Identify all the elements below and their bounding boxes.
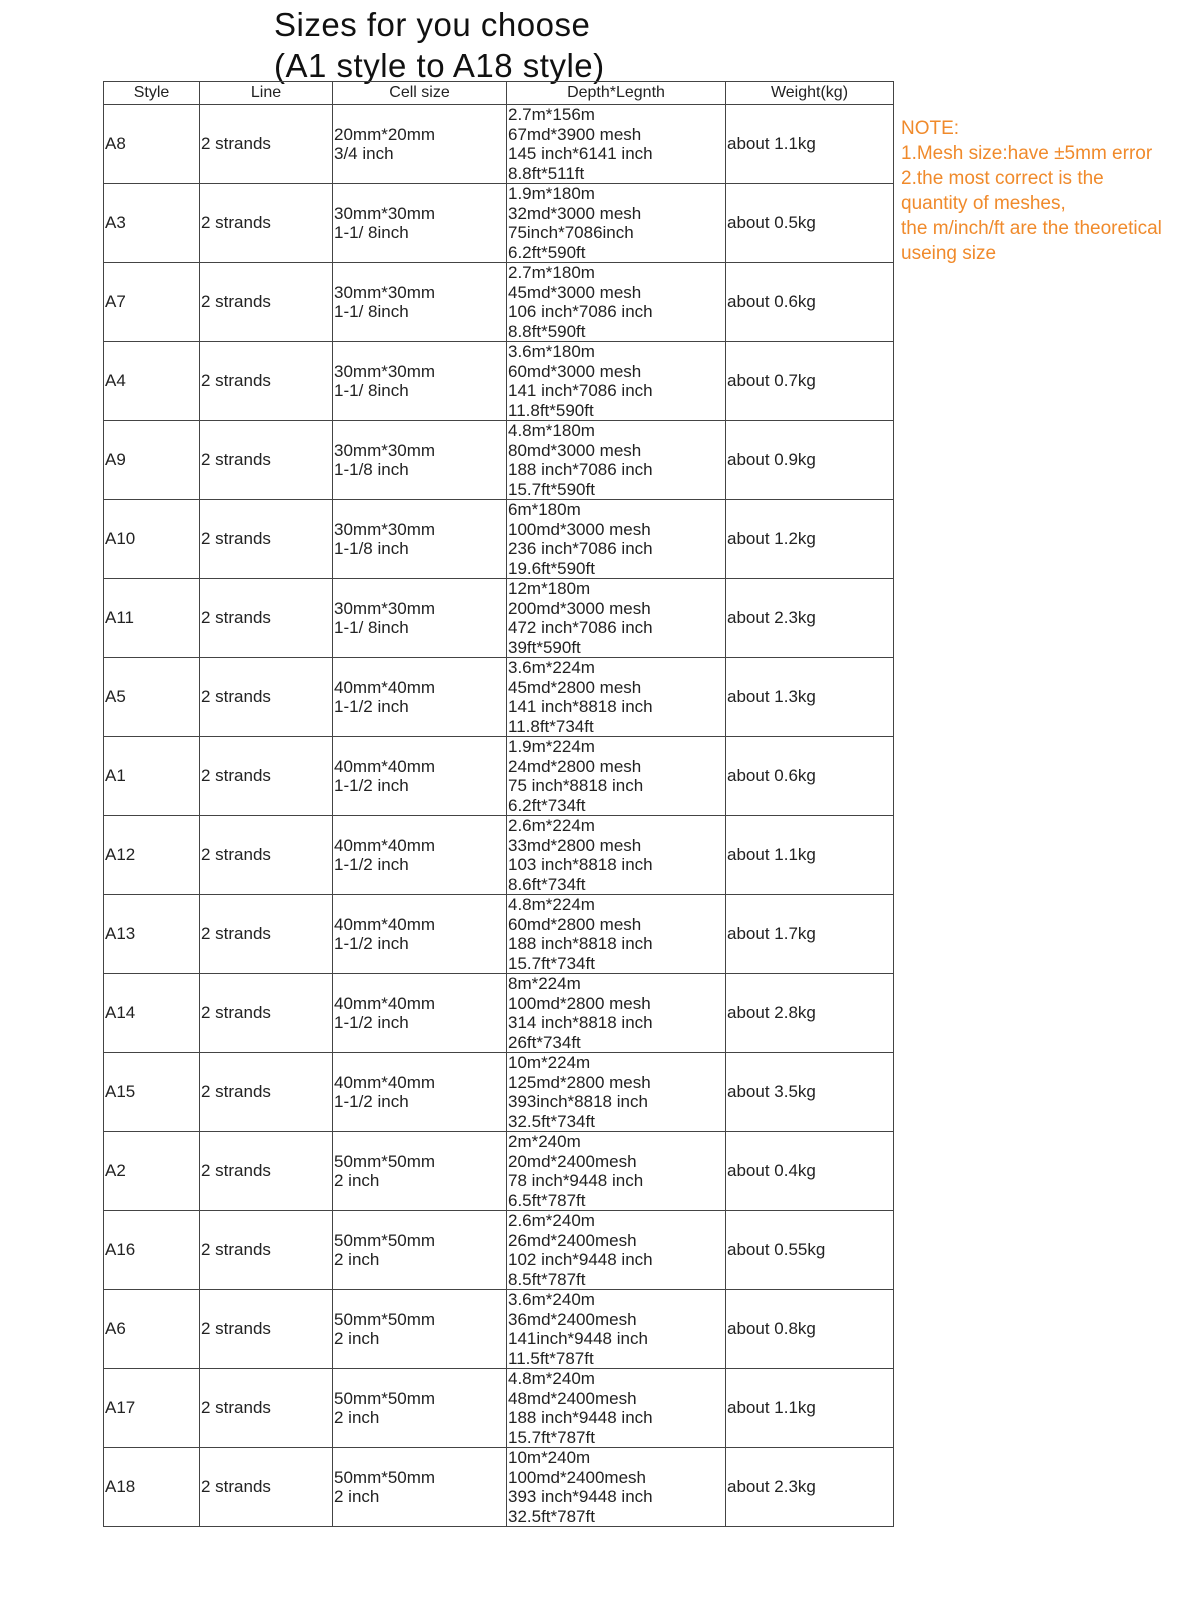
cell-size-cell-line: 30mm*30mm xyxy=(334,440,436,460)
depth-length-cell-line: 48md*2400mesh xyxy=(508,1388,637,1408)
depth-length-cell-line: 4.8m*240m xyxy=(508,1369,595,1388)
line-cell xyxy=(200,737,333,816)
depth-length-cell-line: 100md*3000 mesh xyxy=(508,519,651,539)
depth-length-cell-line: 200md*3000 mesh xyxy=(508,598,651,618)
cell-size-cell-line: 2 inch xyxy=(334,1487,380,1506)
line-cell xyxy=(200,895,333,974)
cell-size-cell-line: 50mm*50mm xyxy=(334,1309,436,1329)
line-cell xyxy=(200,658,333,737)
cell-size-cell xyxy=(333,1290,507,1369)
style-cell-line: A6 xyxy=(105,1319,126,1339)
table-row xyxy=(104,1053,894,1132)
line-cell xyxy=(200,263,333,342)
cell-size-cell-line: 30mm*30mm xyxy=(334,598,436,618)
line-cell xyxy=(200,1369,333,1448)
depth-length-cell-line: 6.5ft*787ft xyxy=(508,1190,586,1210)
line-cell-line: 2 strands xyxy=(201,134,271,154)
cell-size-cell-line: 1-1/2 inch xyxy=(334,855,409,874)
style-cell-line: A3 xyxy=(105,213,126,233)
line-cell xyxy=(200,342,333,421)
depth-length-cell xyxy=(507,421,726,500)
line-cell xyxy=(200,1448,333,1527)
style-cell-line: A2 xyxy=(105,1161,126,1181)
depth-length-cell-line: 2.7m*156m xyxy=(508,105,595,124)
table-row xyxy=(104,1290,894,1369)
depth-length-cell xyxy=(507,1053,726,1132)
line-cell-line: 2 strands xyxy=(201,845,271,865)
line-cell-line: 2 strands xyxy=(201,213,271,233)
cell-size-cell-line: 20mm*20mm xyxy=(334,124,436,144)
note-line-1: 1.Mesh size:have ±5mm error xyxy=(901,143,1153,164)
table-body xyxy=(104,105,894,1527)
style-cell-line: A4 xyxy=(105,371,126,391)
weight-cell xyxy=(726,1448,894,1527)
cell-size-cell xyxy=(333,342,507,421)
cell-size-cell-line: 50mm*50mm xyxy=(334,1388,436,1408)
depth-length-cell-line: 12m*180m xyxy=(508,579,591,598)
style-cell-line: A18 xyxy=(105,1477,136,1497)
page-title xyxy=(274,4,605,86)
table-row xyxy=(104,263,894,342)
depth-length-cell xyxy=(507,579,726,658)
style-cell xyxy=(104,816,200,895)
weight-cell xyxy=(726,1053,894,1132)
depth-length-cell-line: 2.6m*240m xyxy=(508,1211,595,1230)
style-cell-line: A1 xyxy=(105,766,126,786)
depth-length-cell-line: 103 inch*8818 inch xyxy=(508,855,653,874)
depth-length-cell-line: 6.2ft*734ft xyxy=(508,795,586,815)
cell-size-cell-line: 2 inch xyxy=(334,1408,380,1427)
weight-cell xyxy=(726,579,894,658)
depth-length-cell-line: 100md*2400mesh xyxy=(508,1467,646,1487)
style-cell-line: A11 xyxy=(105,608,134,628)
cell-size-cell-line: 1-1/ 8inch xyxy=(334,223,409,242)
cell-size-cell xyxy=(333,579,507,658)
depth-length-cell-line: 15.7ft*734ft xyxy=(508,953,595,973)
depth-length-cell xyxy=(507,895,726,974)
depth-length-cell-line: 188 inch*7086 inch xyxy=(508,460,653,479)
table-row xyxy=(104,895,894,974)
size-table xyxy=(103,81,894,1527)
depth-length-cell xyxy=(507,1448,726,1527)
style-cell xyxy=(104,579,200,658)
depth-length-cell-line: 32md*3000 mesh xyxy=(508,203,642,223)
depth-length-cell-line: 26ft*734ft xyxy=(508,1032,581,1052)
line-cell xyxy=(200,974,333,1053)
weight-cell-line: about 1.1kg xyxy=(727,134,816,154)
weight-cell xyxy=(726,263,894,342)
line-cell xyxy=(200,816,333,895)
weight-cell xyxy=(726,105,894,184)
weight-cell-line: about 0.55kg xyxy=(727,1240,826,1260)
line-cell-line: 2 strands xyxy=(201,529,271,549)
line-cell-line: 2 strands xyxy=(201,1003,271,1023)
line-cell xyxy=(200,500,333,579)
title-line-2: (A1 style to A18 style) xyxy=(274,47,605,84)
weight-cell-line: about 2.3kg xyxy=(727,1477,816,1497)
note-line-2: 2.the most correct is the xyxy=(901,168,1104,189)
depth-length-cell-line: 141 inch*8818 inch xyxy=(508,697,653,716)
cell-size-cell-line: 3/4 inch xyxy=(334,144,394,163)
cell-size-cell xyxy=(333,1448,507,1527)
style-cell xyxy=(104,421,200,500)
depth-length-cell-line: 3.6m*224m xyxy=(508,658,595,677)
depth-length-cell-line: 4.8m*180m xyxy=(508,421,595,440)
weight-cell-line: about 3.5kg xyxy=(727,1082,816,1102)
style-cell-line: A13 xyxy=(105,924,136,944)
line-cell-line: 2 strands xyxy=(201,1477,271,1497)
style-cell xyxy=(104,184,200,263)
style-cell xyxy=(104,974,200,1053)
table-row xyxy=(104,1448,894,1527)
style-cell-line: A5 xyxy=(105,687,126,707)
title-line-1: Sizes for you choose xyxy=(274,6,591,43)
cell-size-cell xyxy=(333,974,507,1053)
style-cell xyxy=(104,1290,200,1369)
cell-size-cell xyxy=(333,184,507,263)
note-line-5: useing size xyxy=(901,243,997,264)
line-cell xyxy=(200,1053,333,1132)
cell-size-cell-line: 1-1/2 inch xyxy=(334,1092,409,1111)
weight-cell-line: about 0.6kg xyxy=(727,292,816,312)
cell-size-cell xyxy=(333,816,507,895)
depth-length-cell-line: 39ft*590ft xyxy=(508,637,581,657)
cell-size-cell-line: 1-1/ 8inch xyxy=(334,381,409,400)
depth-length-cell-line: 60md*2800 mesh xyxy=(508,914,642,934)
table-row xyxy=(104,1132,894,1211)
depth-length-cell-line: 24md*2800 mesh xyxy=(508,756,642,776)
table-row xyxy=(104,105,894,184)
weight-cell xyxy=(726,500,894,579)
depth-length-cell-line: 8.8ft*590ft xyxy=(508,321,586,341)
line-cell-line: 2 strands xyxy=(201,292,271,312)
cell-size-cell-line: 1-1/ 8inch xyxy=(334,618,409,637)
depth-length-cell-line: 141inch*9448 inch xyxy=(508,1329,648,1348)
cell-size-cell-line: 1-1/ 8inch xyxy=(334,302,409,321)
depth-length-cell-line: 67md*3900 mesh xyxy=(508,124,642,144)
weight-cell xyxy=(726,737,894,816)
depth-length-cell-line: 236 inch*7086 inch xyxy=(508,539,653,558)
note-line-3: quantity of meshes, xyxy=(901,193,1066,214)
style-cell-line: A15 xyxy=(105,1082,136,1102)
style-cell xyxy=(104,105,200,184)
cell-size-cell-line: 50mm*50mm xyxy=(334,1151,436,1171)
depth-length-cell-line: 2.7m*180m xyxy=(508,263,595,282)
table-row xyxy=(104,184,894,263)
style-cell xyxy=(104,895,200,974)
weight-cell-line: about 0.8kg xyxy=(727,1319,816,1339)
depth-length-cell-line: 32.5ft*787ft xyxy=(508,1506,595,1526)
depth-length-cell-line: 15.7ft*787ft xyxy=(508,1427,595,1447)
depth-length-cell-line: 75 inch*8818 inch xyxy=(508,776,644,795)
style-cell-line: A12 xyxy=(105,845,136,865)
style-cell xyxy=(104,658,200,737)
cell-size-cell-line: 40mm*40mm xyxy=(334,756,436,776)
cell-size-cell-line: 40mm*40mm xyxy=(334,993,436,1013)
table-row xyxy=(104,737,894,816)
depth-length-cell xyxy=(507,342,726,421)
depth-length-cell-line: 75inch*7086inch xyxy=(508,223,634,242)
weight-cell xyxy=(726,1290,894,1369)
cell-size-cell xyxy=(333,1132,507,1211)
depth-length-cell-line: 8.5ft*787ft xyxy=(508,1269,586,1289)
depth-length-cell-line: 125md*2800 mesh xyxy=(508,1072,651,1092)
depth-length-cell-line: 145 inch*6141 inch xyxy=(508,144,653,163)
cell-size-cell xyxy=(333,1369,507,1448)
style-cell-line: A17 xyxy=(105,1398,136,1418)
table-row xyxy=(104,500,894,579)
weight-cell xyxy=(726,184,894,263)
header-cell-size: Cell size xyxy=(333,82,507,105)
depth-length-cell-line: 20md*2400mesh xyxy=(508,1151,637,1171)
depth-length-cell xyxy=(507,1211,726,1290)
style-cell xyxy=(104,342,200,421)
depth-length-cell-line: 80md*3000 mesh xyxy=(508,440,642,460)
weight-cell xyxy=(726,1369,894,1448)
line-cell-line: 2 strands xyxy=(201,1319,271,1339)
header-style: Style xyxy=(104,82,200,105)
weight-cell-line: about 1.1kg xyxy=(727,845,816,865)
weight-cell-line: about 1.7kg xyxy=(727,924,816,944)
weight-cell xyxy=(726,342,894,421)
depth-length-cell-line: 2m*240m xyxy=(508,1132,581,1151)
style-cell xyxy=(104,500,200,579)
depth-length-cell xyxy=(507,1369,726,1448)
depth-length-cell-line: 36md*2400mesh xyxy=(508,1309,637,1329)
weight-cell-line: about 1.3kg xyxy=(727,687,816,707)
cell-size-cell-line: 50mm*50mm xyxy=(334,1467,436,1487)
style-cell xyxy=(104,1132,200,1211)
depth-length-cell xyxy=(507,105,726,184)
depth-length-cell-line: 60md*3000 mesh xyxy=(508,361,642,381)
table-row xyxy=(104,816,894,895)
line-cell xyxy=(200,1132,333,1211)
depth-length-cell-line: 6.2ft*590ft xyxy=(508,242,586,262)
cell-size-cell-line: 30mm*30mm xyxy=(334,361,436,381)
depth-length-cell-line: 3.6m*240m xyxy=(508,1290,595,1309)
line-cell-line: 2 strands xyxy=(201,1082,271,1102)
header-weight: Weight(kg) xyxy=(726,82,894,105)
depth-length-cell-line: 10m*240m xyxy=(508,1448,591,1467)
depth-length-cell-line: 188 inch*9448 inch xyxy=(508,1408,653,1427)
depth-length-cell-line: 32.5ft*734ft xyxy=(508,1111,595,1131)
header-depth-length: Depth*Legnth xyxy=(507,82,726,105)
table-header-row xyxy=(104,82,894,105)
depth-length-cell-line: 188 inch*8818 inch xyxy=(508,934,653,953)
line-cell-line: 2 strands xyxy=(201,1240,271,1260)
weight-cell-line: about 1.2kg xyxy=(727,529,816,549)
weight-cell xyxy=(726,658,894,737)
cell-size-cell-line: 1-1/8 inch xyxy=(334,460,409,479)
depth-length-cell xyxy=(507,658,726,737)
cell-size-cell xyxy=(333,1053,507,1132)
cell-size-cell xyxy=(333,105,507,184)
note-heading: NOTE: xyxy=(901,118,960,139)
depth-length-cell-line: 33md*2800 mesh xyxy=(508,835,642,855)
cell-size-cell xyxy=(333,658,507,737)
depth-length-cell-line: 393 inch*9448 inch xyxy=(508,1487,653,1506)
depth-length-cell-line: 100md*2800 mesh xyxy=(508,993,651,1013)
line-cell-line: 2 strands xyxy=(201,1161,271,1181)
weight-cell-line: about 0.7kg xyxy=(727,371,816,391)
style-cell-line: A7 xyxy=(105,292,126,312)
weight-cell-line: about 0.9kg xyxy=(727,450,816,470)
depth-length-cell-line: 1.9m*224m xyxy=(508,737,595,756)
cell-size-cell-line: 40mm*40mm xyxy=(334,1072,436,1092)
table-row xyxy=(104,421,894,500)
cell-size-cell-line: 30mm*30mm xyxy=(334,519,436,539)
depth-length-cell-line: 19.6ft*590ft xyxy=(508,558,595,578)
weight-cell xyxy=(726,421,894,500)
depth-length-cell-line: 393inch*8818 inch xyxy=(508,1092,648,1111)
cell-size-cell xyxy=(333,421,507,500)
depth-length-cell-line: 26md*2400mesh xyxy=(508,1230,637,1250)
style-cell xyxy=(104,1211,200,1290)
cell-size-cell-line: 1-1/2 inch xyxy=(334,1013,409,1032)
depth-length-cell xyxy=(507,1132,726,1211)
style-cell-line: A10 xyxy=(105,529,136,549)
line-cell xyxy=(200,421,333,500)
cell-size-cell-line: 1-1/2 inch xyxy=(334,776,409,795)
table-row xyxy=(104,579,894,658)
depth-length-cell-line: 3.6m*180m xyxy=(508,342,595,361)
table-row xyxy=(104,1211,894,1290)
line-cell-line: 2 strands xyxy=(201,608,271,628)
cell-size-cell-line: 40mm*40mm xyxy=(334,914,436,934)
depth-length-cell-line: 10m*224m xyxy=(508,1053,591,1072)
weight-cell-line: about 0.4kg xyxy=(727,1161,816,1181)
style-cell-line: A9 xyxy=(105,450,126,470)
depth-length-cell xyxy=(507,184,726,263)
depth-length-cell-line: 45md*2800 mesh xyxy=(508,677,642,697)
cell-size-cell-line: 1-1/8 inch xyxy=(334,539,409,558)
depth-length-cell-line: 8.8ft*511ft xyxy=(508,163,585,183)
table-row xyxy=(104,658,894,737)
depth-length-cell-line: 11.8ft*590ft xyxy=(508,400,594,420)
line-cell xyxy=(200,105,333,184)
cell-size-cell xyxy=(333,1211,507,1290)
depth-length-cell-line: 11.8ft*734ft xyxy=(508,716,594,736)
weight-cell-line: about 0.5kg xyxy=(727,213,816,233)
weight-cell-line: about 0.6kg xyxy=(727,766,816,786)
cell-size-cell xyxy=(333,737,507,816)
cell-size-cell-line: 2 inch xyxy=(334,1171,380,1190)
depth-length-cell xyxy=(507,500,726,579)
line-cell-line: 2 strands xyxy=(201,924,271,944)
style-cell-line: A8 xyxy=(105,134,126,154)
cell-size-cell-line: 40mm*40mm xyxy=(334,677,436,697)
weight-cell-line: about 2.3kg xyxy=(727,608,816,628)
cell-size-cell-line: 1-1/2 inch xyxy=(334,934,409,953)
style-cell xyxy=(104,1448,200,1527)
depth-length-cell-line: 45md*3000 mesh xyxy=(508,282,642,302)
depth-length-cell-line: 78 inch*9448 inch xyxy=(508,1171,644,1190)
depth-length-cell xyxy=(507,1290,726,1369)
style-cell xyxy=(104,1053,200,1132)
cell-size-cell-line: 30mm*30mm xyxy=(334,282,436,302)
depth-length-cell-line: 141 inch*7086 inch xyxy=(508,381,653,400)
depth-length-cell xyxy=(507,263,726,342)
depth-length-cell xyxy=(507,816,726,895)
style-cell xyxy=(104,1369,200,1448)
table-row xyxy=(104,974,894,1053)
weight-cell xyxy=(726,974,894,1053)
depth-length-cell-line: 106 inch*7086 inch xyxy=(508,302,653,321)
weight-cell-line: about 2.8kg xyxy=(727,1003,816,1023)
depth-length-cell-line: 15.7ft*590ft xyxy=(508,479,595,499)
cell-size-cell-line: 30mm*30mm xyxy=(334,203,436,223)
depth-length-cell-line: 8m*224m xyxy=(508,974,581,993)
line-cell-line: 2 strands xyxy=(201,450,271,470)
note-line-4: the m/inch/ft are the theoretical xyxy=(901,218,1162,239)
line-cell xyxy=(200,579,333,658)
cell-size-cell-line: 2 inch xyxy=(334,1329,380,1348)
line-cell-line: 2 strands xyxy=(201,766,271,786)
note-box xyxy=(901,116,1200,266)
depth-length-cell-line: 1.9m*180m xyxy=(508,184,595,203)
cell-size-cell-line: 2 inch xyxy=(334,1250,380,1269)
style-cell-line: A16 xyxy=(105,1240,136,1260)
line-cell-line: 2 strands xyxy=(201,687,271,707)
line-cell xyxy=(200,1290,333,1369)
style-cell xyxy=(104,737,200,816)
depth-length-cell-line: 4.8m*224m xyxy=(508,895,595,914)
style-cell-line: A14 xyxy=(105,1003,136,1023)
depth-length-cell xyxy=(507,737,726,816)
weight-cell xyxy=(726,895,894,974)
line-cell xyxy=(200,1211,333,1290)
line-cell-line: 2 strands xyxy=(201,371,271,391)
weight-cell xyxy=(726,1211,894,1290)
depth-length-cell-line: 102 inch*9448 inch xyxy=(508,1250,653,1269)
depth-length-cell-line: 11.5ft*787ft xyxy=(508,1348,594,1368)
line-cell xyxy=(200,184,333,263)
weight-cell xyxy=(726,1132,894,1211)
cell-size-cell-line: 50mm*50mm xyxy=(334,1230,436,1250)
cell-size-cell xyxy=(333,895,507,974)
weight-cell-line: about 1.1kg xyxy=(727,1398,816,1418)
depth-length-cell-line: 472 inch*7086 inch xyxy=(508,618,653,637)
header-line: Line xyxy=(200,82,333,105)
cell-size-cell xyxy=(333,500,507,579)
cell-size-cell-line: 40mm*40mm xyxy=(334,835,436,855)
cell-size-cell xyxy=(333,263,507,342)
depth-length-cell-line: 6m*180m xyxy=(508,500,581,519)
table-row xyxy=(104,342,894,421)
cell-size-cell-line: 1-1/2 inch xyxy=(334,697,409,716)
weight-cell xyxy=(726,816,894,895)
depth-length-cell xyxy=(507,974,726,1053)
line-cell-line: 2 strands xyxy=(201,1398,271,1418)
depth-length-cell-line: 8.6ft*734ft xyxy=(508,874,586,894)
depth-length-cell-line: 314 inch*8818 inch xyxy=(508,1013,653,1032)
depth-length-cell-line: 2.6m*224m xyxy=(508,816,595,835)
table-row xyxy=(104,1369,894,1448)
style-cell xyxy=(104,263,200,342)
